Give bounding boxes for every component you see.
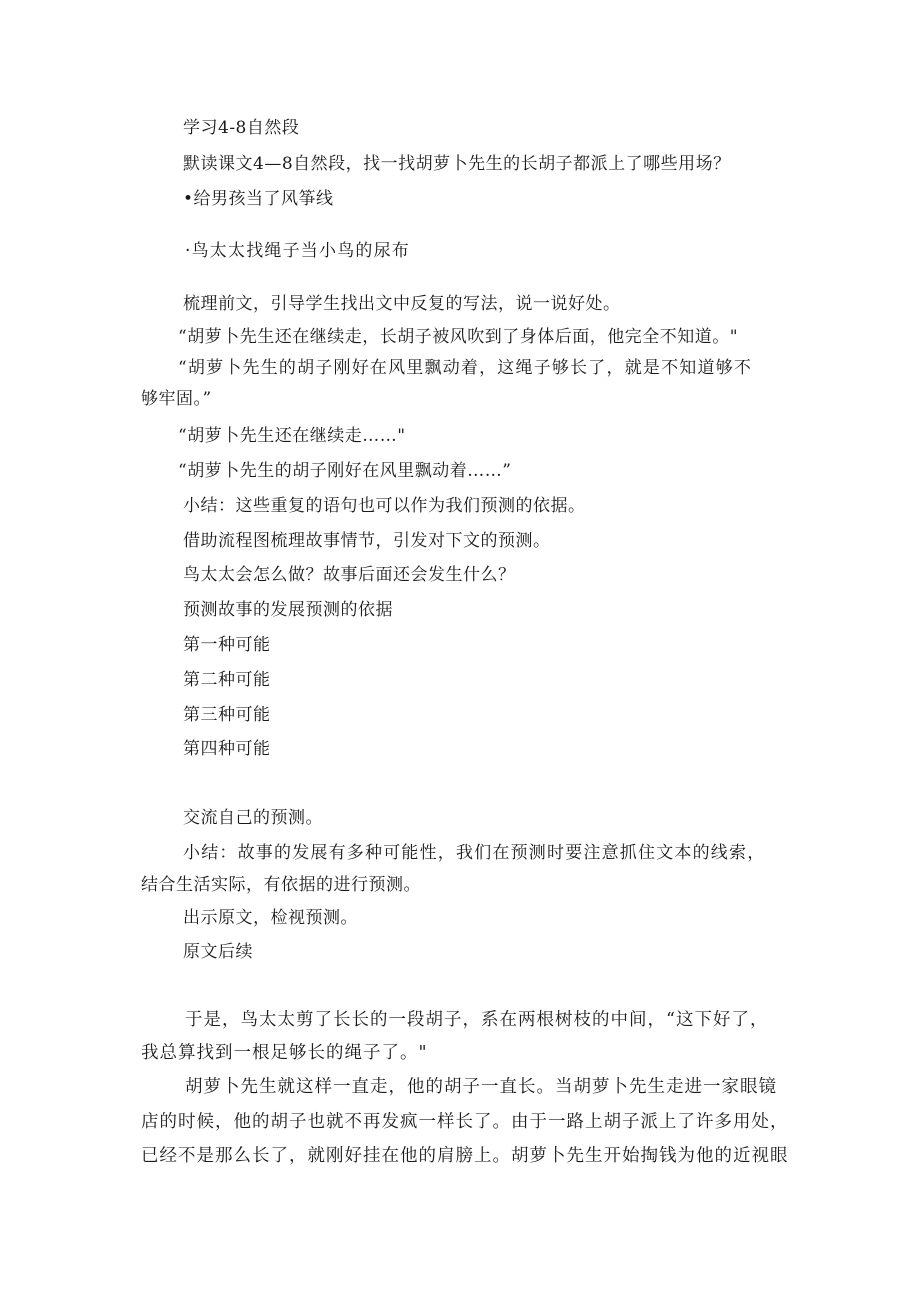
quote-1: “胡萝卜先生还在继续走，长胡子被风吹到了身体后面，他完全不知道。" [178,327,739,347]
quote-4: “胡萝卜先生的胡子刚好在风里飘动着……” [178,461,512,481]
exchange-line: 交流自己的预测。 [183,808,323,828]
question-line: 鸟太太会怎么做？故事后面还会发生什么？ [183,565,516,585]
quote-3: “胡萝卜先生还在继续走……" [178,426,406,446]
summary-2-line-2: 结合生活实际，有依据的进行预测。 [141,875,421,895]
quote-2-line-1: “胡萝卜先生的胡子刚好在风里飘动着，这绳子够长了，就是不知道够不 [178,358,753,378]
review-intro: 梳理前文，引导学生找出文中反复的写法，说一说好处。 [183,294,621,314]
sequel-paragraph-2-line-1: 胡萝卜先生就这样一直走，他的胡子一直长。当胡萝卜先生走进一家眼镜 [185,1077,777,1097]
possibility-3: 第三种可能 [183,705,271,725]
sequel-paragraph-1-line-1: 于是，鸟太太剪了长长的一段胡子，系在两根树枝的中间，“这下好了， [185,1010,769,1030]
original-sequel-label: 原文后续 [183,942,253,962]
summary-2-line-1: 小结：故事的发展有多种可能性，我们在预测时要注意抓住文本的线索， [183,843,766,863]
section-title: 学习4-8自然段 [183,118,300,138]
prediction-header: 预测故事的发展预测的依据 [183,600,393,620]
possibility-4: 第四种可能 [183,739,271,759]
sequel-paragraph-1-line-2: 我总算找到一根足够长的绳子了。" [141,1043,428,1063]
task-line: 默读课文4—8自然段，找一找胡萝卜先生的长胡子都派上了哪些用场？ [183,154,731,174]
flowchart-line: 借助流程图梳理故事情节，引发对下文的预测。 [183,531,551,551]
show-original-line: 出示原文，检视预测。 [183,908,358,928]
sequel-paragraph-2-line-2: 店的时候，他的胡子也就不再发疯一样长了。由于一路上胡子派上了许多用处， [141,1112,789,1132]
possibility-1: 第一种可能 [183,635,271,655]
quote-2-line-2: 够牢固。” [141,389,212,409]
sequel-paragraph-2-line-3: 已经不是那么长了，就刚好挂在他的肩膀上。胡萝卜先生开始掏钱为他的近视眼 [141,1146,789,1166]
use-item-2: ·鸟太太找绳子当小鸟的尿布 [185,241,411,261]
possibility-2: 第二种可能 [183,670,271,690]
summary-1: 小结：这些重复的语句也可以作为我们预测的依据。 [183,496,586,516]
use-item-1: •给男孩当了风筝线 [183,189,334,209]
